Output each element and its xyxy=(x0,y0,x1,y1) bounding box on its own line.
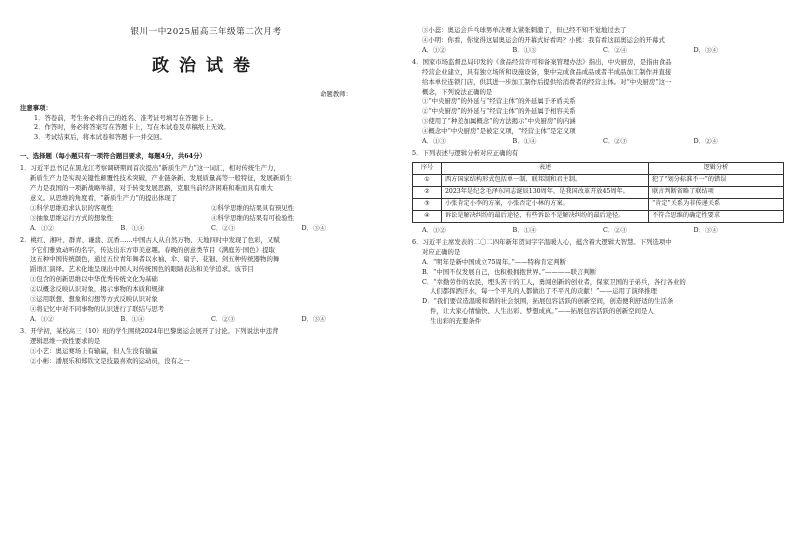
question-4 xyxy=(412,58,784,147)
table-header-row xyxy=(413,162,784,174)
question-2 xyxy=(20,236,392,325)
choice-a: A．①② xyxy=(30,223,54,232)
question-line: 新质生产力是实现关键性颠覆性技术突破，产业链条新、发展质量高等一般特征，发展新质生 xyxy=(30,174,293,183)
question-line: 意义。从思维的角度看，“新质生产力”的提出体现了 xyxy=(30,193,178,202)
question-5 xyxy=(412,149,784,236)
choice-b: B．①③ xyxy=(512,45,537,54)
answer-choices xyxy=(412,137,784,147)
choice-b: B．①④ xyxy=(120,315,145,324)
setter-label: 命题教师： xyxy=(320,89,352,98)
statement: ②“中央厨房”的外延与“经营主体”的外延属于相容关系 xyxy=(422,107,576,116)
choice-b: B．①④ xyxy=(512,137,537,146)
question-line: 予它们雅致动听的名字，传达出东方审美意趣。春晚的创意类节目《满庭芳·国色》提取 xyxy=(30,245,275,254)
question-line: 4．国家市场监督总局印发的《食品经营许可和备案管理办法》指出，中央厨房，是指由食品 xyxy=(412,57,672,66)
table-cell: “肯定”关系为非传递关系 xyxy=(649,198,784,210)
statement: ②小彬：潘展乐和郑钦文是技最喜欢的运动员，没有之一 xyxy=(30,356,190,365)
statement: ①小艺：奥运赛场上有输赢，但人生没有输赢 xyxy=(30,346,158,355)
table-row xyxy=(413,210,784,222)
statement: ③抽象思维运行方式的想象性 xyxy=(30,213,114,222)
notice-item: 3．考试结束后，将本试卷和答题卡一并交回。 xyxy=(34,133,166,142)
question-line: 5．下列表述与逻辑分析对应正确的有 xyxy=(412,149,519,158)
statement: ③小蕊：奥运会乒乓球男单决赛太紧张刺激了，但已经不知不觉地过去了 xyxy=(422,26,627,34)
choice-d: D．③④ xyxy=(693,45,718,54)
choice-c: C．②③ xyxy=(211,315,236,324)
statement-row xyxy=(20,214,392,224)
question-line: 蹈语汇演绎。艺术化地呈现出中国人对传统国色的眼睛表达和美学追求。该节目 xyxy=(30,265,254,274)
notice-item: 2．作答时，务必将答案写在答题卡上，写在本试卷及草稿纸上无效。 xyxy=(34,123,230,132)
answer-choices xyxy=(412,226,784,236)
answer-option: C．“幸勤劳作的农民，埋头苦干的工人，勇闯创新的创业者，保家卫国的子弟兵，各行各业的 xyxy=(422,277,686,286)
exam-title: 银川一中2025届高三年级第二次月考 xyxy=(130,27,282,37)
statement: ②以概念反映认识对象，揭示事物的本质和规律 xyxy=(30,285,165,294)
question-line: 6．习近平主席发表的二〇二四年新年贺词字字温暖人心，蕴含着大逻辑大智慧。下列选项中 xyxy=(412,237,672,246)
table-cell: 诉讼是解决纠纷的最后途径，有些诉讼不是解决纠纷的最后途径。 xyxy=(442,210,649,222)
statement-row xyxy=(20,204,392,214)
question-line: 1．习近平总书记在黑龙江考察调研期间首次提出“新质生产力”这一词汇，相对传统生产力， xyxy=(20,164,280,173)
choice-d: D．③④ xyxy=(693,225,718,234)
notice-item: 1．答卷前，考生务必将自己的姓名、准考证号填写在答题卡上。 xyxy=(34,113,218,122)
choice-c: C．②③ xyxy=(603,225,628,234)
answer-option-continued: 人们都挥洒汗水，每一个平凡的人都做出了不平凡的贡献！”——运用了演绎推理 xyxy=(430,287,657,296)
table-header: 表述 xyxy=(442,162,649,174)
choice-d: D．③④ xyxy=(301,315,326,324)
table-header: 序号 xyxy=(413,162,442,174)
choice-a: A．①② xyxy=(422,225,446,234)
choice-c: C．②③ xyxy=(211,223,236,232)
logic-table xyxy=(412,162,784,223)
choice-a: A．①② xyxy=(422,45,446,54)
answer-option: A．“明年是新中国成立75周年。”——特称肯定判断 xyxy=(422,257,566,266)
choice-c: C．②④ xyxy=(603,45,628,54)
statement: ④概念中“中央厨房”是被定义项，“经营主体”是定义项 xyxy=(422,127,576,136)
answer-choices xyxy=(20,224,392,234)
question-line: 这五种中国传统颜色，通过五位青年舞者以水袖、伞、扇子、花钿、剑五种传统器物的舞 xyxy=(30,255,280,264)
answer-option-continued: 件，让大家心情愉快、人生出彩、梦想成真。”——拓展包容活跃的创新空间是人 xyxy=(430,307,654,316)
question-3-continued xyxy=(412,26,784,56)
table-cell: ② xyxy=(413,186,442,198)
subject-title: 政治试卷 xyxy=(152,56,260,77)
statement: ②科学思维的结果具有预见性 xyxy=(211,203,295,212)
question-line: 经营企业建立，具有独立场所和设施设备，集中完成食品成品或者半成品加工制作并直接 xyxy=(422,67,672,76)
table-cell: 犯了“划分标准不一”的错误 xyxy=(649,174,784,186)
notice-title: 注意事项： xyxy=(20,103,52,112)
choice-d: D．②④ xyxy=(693,137,718,146)
statement: ④将记忆中对不同事物的认识进行了联结与思考 xyxy=(30,305,165,314)
question-line: 3．开学初，某校高三（10）班的学生围绕2024年巴黎奥运会展开了讨论。下列说法中违背 xyxy=(20,326,279,335)
question-3 xyxy=(20,327,392,367)
question-line: 概念，下列说法正确的是 xyxy=(422,87,493,96)
statement: ①包含的创新思维以中华优秀传统文化为基础 xyxy=(30,275,158,284)
table-cell: 2023年是纪念毛泽东同志诞辰130周年，是我国改革开放45周年。 xyxy=(442,186,649,198)
answer-option-continued: 生出彩的充要条件 xyxy=(430,317,482,326)
choice-c: C．②③ xyxy=(603,137,628,146)
choice-d: D．③④ xyxy=(301,223,326,232)
question-1 xyxy=(20,164,392,233)
answer-choices xyxy=(412,46,784,56)
table-row xyxy=(413,186,784,198)
answer-option: D．“我们要营造温暖和谐的社会氛围，拓展包容活跃的创新空间，创造便利舒适的生活条 xyxy=(422,297,674,306)
answer-choices xyxy=(20,315,392,325)
table-cell: ④ xyxy=(413,210,442,222)
table-cell: 小张肯定小李的方案，小张否定小林的方案。 xyxy=(442,198,649,210)
table-row xyxy=(413,198,784,210)
table-cell: ③ xyxy=(413,198,442,210)
section-heading: 一、选择题（每小题只有一项符合题目要求，每题4分，共64分） xyxy=(20,152,206,161)
question-line: 2．桃红、湘叶、群青、谦翡、沉香……中国古人从自然万物、天地四时中发现了色彩，又赋 xyxy=(20,235,280,244)
question-6 xyxy=(412,238,784,327)
answer-option: B．“中国不仅发展自己，也积极拥抱世界。”————联言判断 xyxy=(422,267,597,276)
table-row xyxy=(413,174,784,186)
statement: ③使用了“种差加属概念”的方法揭示“中央厨房”的内涵 xyxy=(422,117,576,126)
question-line: 逻辑思维一致性要求的是 xyxy=(30,336,101,345)
table-cell: ① xyxy=(413,174,442,186)
choice-b: B．①④ xyxy=(512,225,537,234)
right-column xyxy=(412,0,784,550)
table-header: 逻辑分析 xyxy=(649,162,784,174)
table-cell: 不符合思维的确定性要求 xyxy=(649,210,784,222)
choice-a: A．①③ xyxy=(422,137,446,146)
choice-a: A．①② xyxy=(30,315,54,324)
table-cell: 联言判断省略了联结项 xyxy=(649,186,784,198)
statement: ①“中央厨房”的外延与“经营主体”的外延属于矛盾关系 xyxy=(422,97,576,106)
statement: ④小明：你看，你觉得这届奥运会的开幕式好看吗？小熊：我有看这届奥运会的开幕式 xyxy=(422,35,665,44)
table-cell: 西方国家结构形式包括单一制、联邦制和君主制。 xyxy=(442,174,649,186)
left-column xyxy=(20,0,392,550)
statement: ③运用联想、想象和幻想等方式反映认识对象 xyxy=(30,295,158,304)
statement: ④科学思维的结果有可检验性 xyxy=(211,213,295,222)
question-line: 给本单位连锁门店，供其进一步加工制作后提供给消费者的经营主体。对“中央厨房”这一 xyxy=(422,77,672,86)
question-line: 对应正确的是 xyxy=(422,247,461,256)
question-line: 产力是我国的一项新战略举措，对于转变发展思路，克服当前经济困难和难而具有重大 xyxy=(30,184,273,193)
choice-b: B．①④ xyxy=(120,223,145,232)
statement: ①科学思维追求认识的客观性 xyxy=(30,203,114,212)
